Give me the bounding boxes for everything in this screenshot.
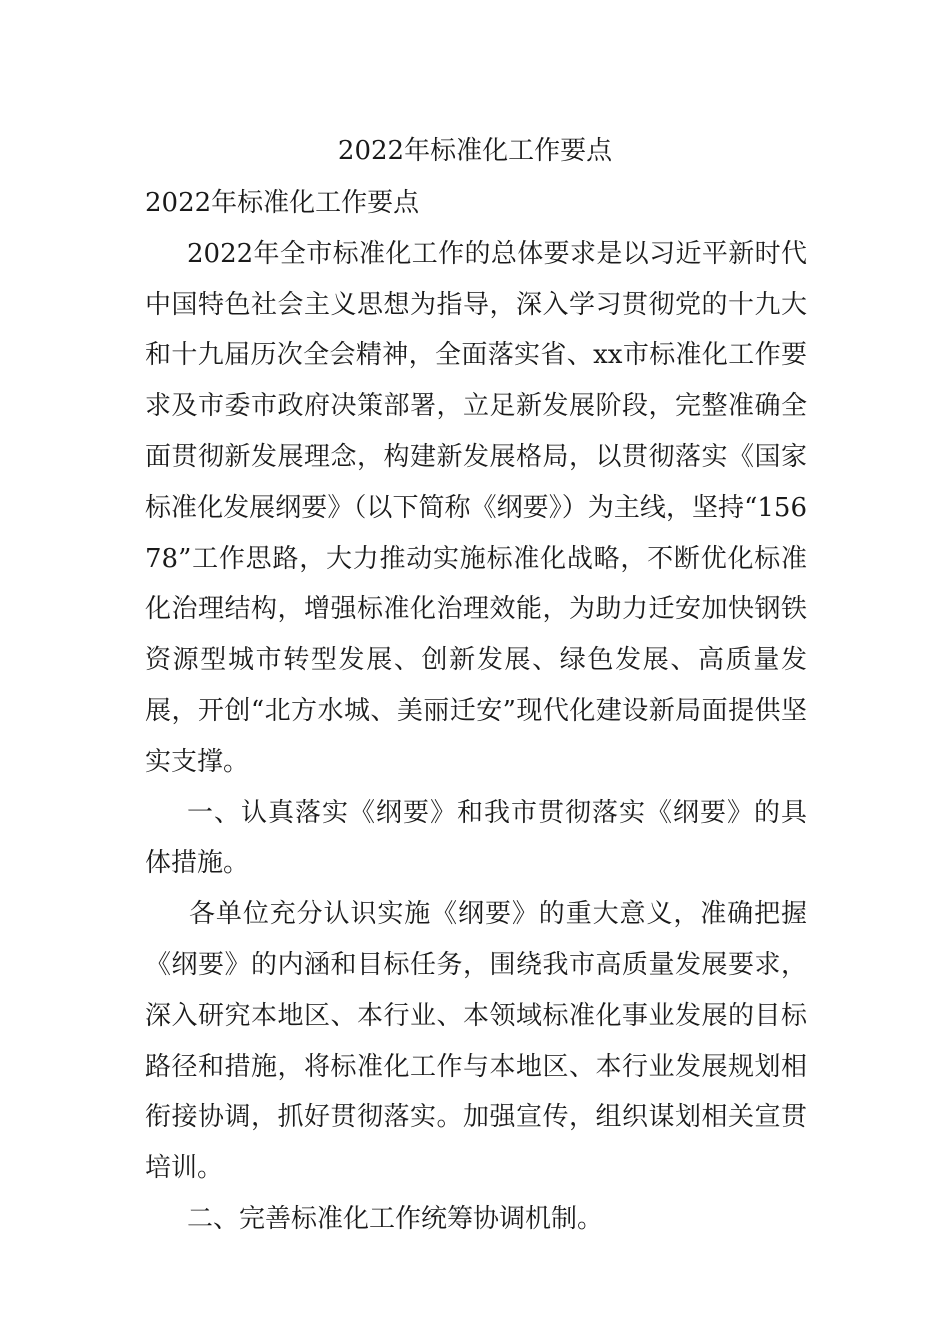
paragraph-general-requirements: 2022年全市标准化工作的总体要求是以习近平新时代中国特色社会主义思想为指导，深入学习贯彻党的十九大和十九届历次全会精神，全面落实省、xx市标准化工作要求及市委市政府决策部署，立足新发展阶段，完整准确全面贯彻新发展理念，构建新发展格局，以贯彻落实《国家标准化发展纲要》（以下简称《纲要》）为主线，坚持“15678”工作思路，大力推动实施标准化战略，不断优化标准化治理结构，增强标准化治理效能，为助力迁安加快钢铁资源型城市转型发展、创新发展、绿色发展、高质量发展，开创“北方水城、美丽迁安”现代化建设新局面提供坚实支撑。: [145, 238, 807, 777]
section-heading-1: 一、认真落实《纲要》和我市贯彻落实《纲要》的具体措施。: [145, 797, 807, 879]
document-body: [145, 178, 807, 1245]
section-heading-2: 二、完善标准化工作统筹协调机制。: [187, 1203, 604, 1234]
document-subtitle: 2022年标准化工作要点: [145, 188, 420, 218]
paragraph-section-1: 各单位充分认识实施《纲要》的重大意义，准确把握《纲要》的内涵和目标任务，围绕我市高质量发展要求，深入研究本地区、本行业、本领域标准化事业发展的目标路径和措施，将标准化工作与本地区、本行业发展规划相衔接协调，抓好贯彻落实。加强宣传，组织谋划相关宣贯培训。: [145, 899, 807, 1184]
document-title: 2022年标准化工作要点: [337, 136, 613, 166]
